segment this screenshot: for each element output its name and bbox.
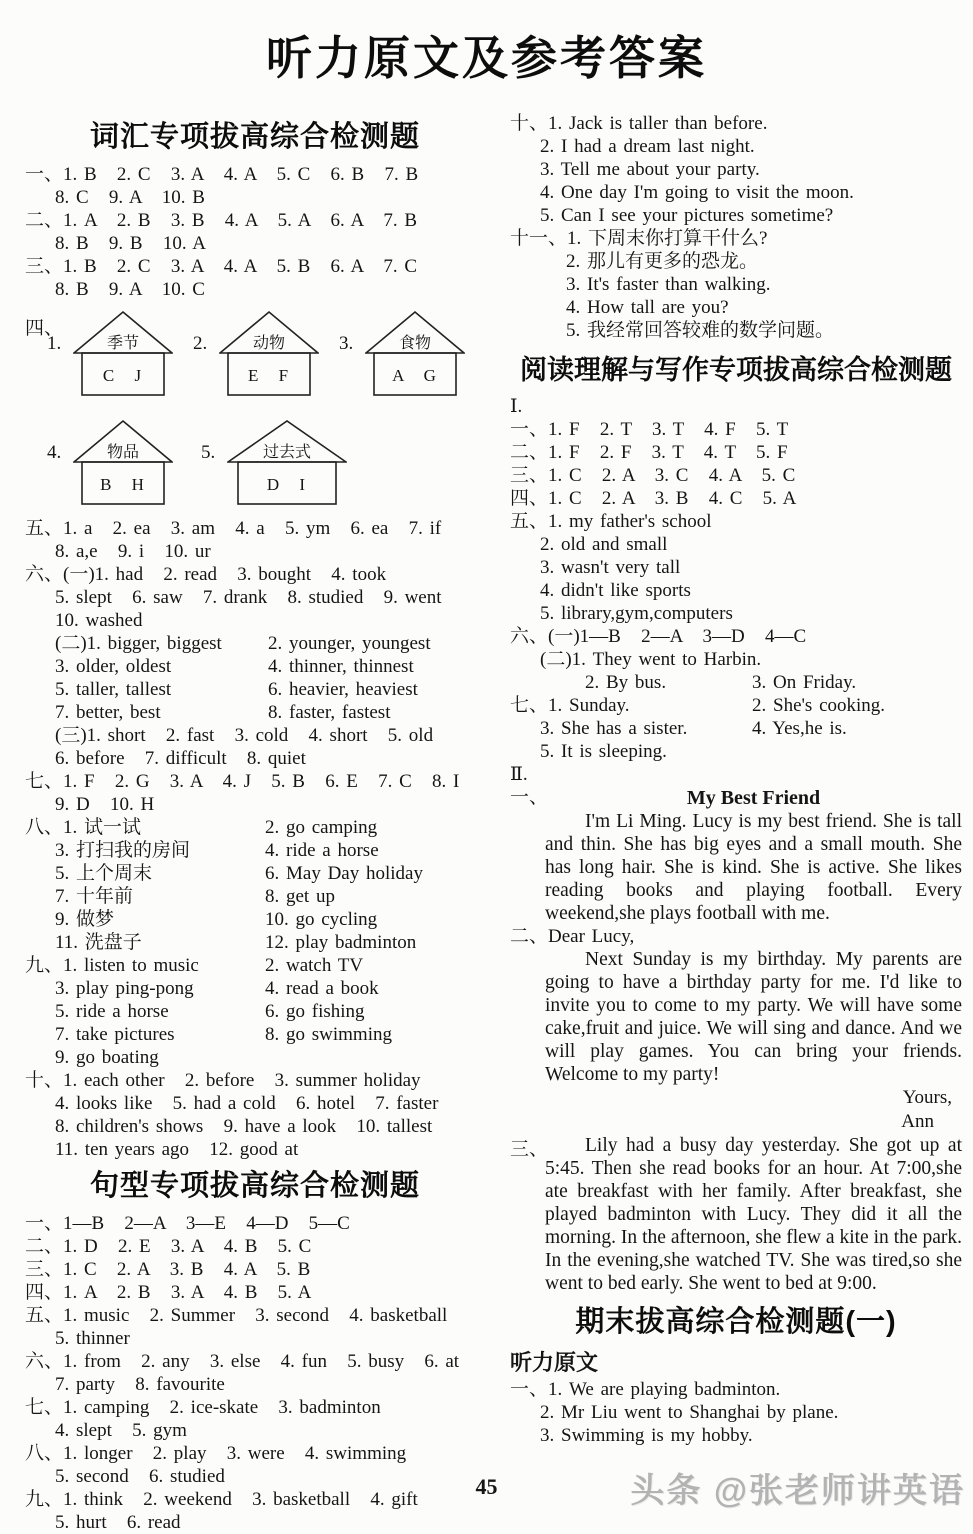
answer-line: 2. 那儿有更多的恐龙。 [566, 251, 759, 272]
answer-line: 2. I had a dream last night. [540, 136, 755, 157]
house-number: 2. [193, 333, 208, 354]
answer-line: 一、1. B 2. C 3. A 4. A 5. C 6. B 7. B [25, 164, 419, 185]
house [201, 418, 347, 511]
house-number: 4. [47, 442, 62, 463]
answer-pair: 3. play ping-pong 4. read a book [55, 978, 379, 999]
answer-line: 五、1. my father's school [510, 511, 712, 532]
answer-line: 二、1. F 2. F 3. T 4. T 5. F [510, 442, 788, 463]
answer-line: 4. slept 5. gym [55, 1420, 187, 1441]
house [47, 309, 173, 402]
listening-transcript-label: 听力原文 [510, 1350, 599, 1375]
answer-pair: 2. By bus. 3. On Friday. [585, 672, 857, 693]
house [47, 418, 173, 511]
essay-paragraph: I'm Li Ming. Lucy is my best friend. She is tall and thin. She has big eyes and a small mouth. She has long hair. She is kind. She is active. She likes reading books and playing football. Every weekend,she plays football with me. [545, 811, 962, 924]
answer-line: 4. One day I'm going to visit the moon. [540, 182, 854, 203]
answer-pair: 11. 洗盘子 12. play badminton [55, 932, 417, 953]
answer-pair: 5. 上个周末 6. May Day holiday [55, 863, 423, 884]
enum-label: 三、 [510, 1139, 549, 1160]
answer-line: 3. Tell me about your party. [540, 159, 760, 180]
essay-paragraph: Lily had a busy day yesterday. She got up at 5:45. Then she read books for an hour. At 7:00,she ate breakfast with her family. After breakfast, she played badminton with Lucy. They did it all the morning. In the afternoon, she flew a kite in the park. In the evening,she watched TV. She was tired,so she went to bed early. She went to bed at 9:00. [545, 1135, 962, 1294]
part-label: Ⅱ. [510, 764, 528, 785]
answer-line: 六、1. from 2. any 3. else 4. fun 5. busy 6. at [25, 1351, 460, 1372]
watermark: 头条 @张老师讲英语 [630, 1472, 965, 1510]
part-label: Ⅰ. [510, 396, 523, 417]
house-row [47, 309, 485, 402]
left-column [25, 112, 485, 1534]
answer-pair: 九、1. listen to music 2. watch TV [25, 955, 364, 976]
house-letters: B H [100, 475, 146, 494]
house-shape [227, 418, 347, 506]
answer-pair: 3. older, oldest 4. thinner, thinnest [55, 656, 414, 677]
house-shape [73, 418, 173, 506]
answer-pair: 3. She has a sister. 4. Yes,he is. [540, 718, 847, 739]
answer-line: 4. How tall are you? [566, 297, 729, 318]
answer-line: 四、1. C 2. A 3. B 4. C 5. A [510, 488, 797, 509]
enum-label: 二、 [510, 926, 549, 947]
answer-line: 一、1—B 2—A 3—E 4—D 5—C [25, 1213, 350, 1234]
answer-line: 八、1. longer 2. play 3. were 4. swimming [25, 1443, 407, 1464]
answer-line: 7. party 8. favourite [55, 1374, 225, 1395]
answer-line: 3. Swimming is my hobby. [540, 1425, 753, 1446]
house-number: 3. [339, 333, 354, 354]
answer-line: 5. 我经常回答较难的数学问题。 [566, 320, 835, 341]
house-shape [365, 309, 465, 397]
answer-pair: 八、1. 试一试 2. go camping [25, 817, 378, 838]
answer-line: 一、1. We are playing badminton. [510, 1379, 781, 1400]
section-heading-vocab: 词汇专项拔高综合检测题 [89, 121, 420, 153]
roof-label: 食物 [398, 335, 432, 352]
answer-line: 七、1. camping 2. ice-skate 3. badminton [25, 1397, 381, 1418]
answer-line: 5. hurt 6. read [55, 1512, 181, 1533]
answer-line: (二)1. They went to Harbin. [540, 649, 762, 670]
house-row [47, 418, 485, 511]
house-number: 5. [201, 442, 216, 463]
answer-line: (三)1. short 2. fast 3. cold 4. short 5. old [55, 725, 434, 746]
answer-line: 三、1. B 2. C 3. A 4. A 5. B 6. A 7. C [25, 256, 418, 277]
answer-line: 6. before 7. difficult 8. quiet [55, 748, 306, 769]
answer-line: 二、1. A 2. B 3. B 4. A 5. A 6. A 7. B [25, 210, 418, 231]
house-letters: D I [266, 475, 308, 494]
answer-line: 五、1. music 2. Summer 3. second 4. basketball [25, 1305, 448, 1326]
answer-line: 七、1. F 2. G 3. A 4. J 5. B 6. E 7. C 8. I [25, 771, 460, 792]
roof-label: 季节 [106, 335, 140, 352]
house [193, 309, 319, 402]
answer-line: 五、1. a 2. ea 3. am 4. a 5. ym 6. ea 7. if [25, 518, 442, 539]
matching-houses [25, 301, 485, 517]
answer-line: 5. second 6. studied [55, 1466, 225, 1487]
answer-line: 四、1. A 2. B 3. A 4. B 5. A [25, 1282, 312, 1303]
answer-line: 十、1. Jack is taller than before. [510, 113, 768, 134]
section-heading-sentence: 句型专项拔高综合检测题 [89, 1170, 420, 1202]
answer-line: 5. It is sleeping. [540, 741, 667, 762]
answer-pair: (二)1. bigger, biggest 2. younger, youngest [55, 633, 431, 654]
answer-pair: 7. better, best 8. faster, fastest [55, 702, 391, 723]
answer-line: 3. It's faster than walking. [566, 274, 771, 295]
answer-pair: 3. 打扫我的房间 4. ride a horse [55, 840, 379, 861]
house-letters: E F [247, 366, 291, 385]
answer-line: 8. B 9. B 10. A [55, 233, 207, 254]
answer-pair: 7. take pictures 8. go swimming [55, 1024, 392, 1045]
house-number: 1. [47, 333, 62, 354]
page-title: 听力原文及参考答案 [266, 33, 707, 84]
answer-pair: 5. ride a horse 6. go fishing [55, 1001, 365, 1022]
answer-line: 六、(一)1—B 2—A 3—D 4—C [510, 626, 807, 647]
answer-line: 九、1. think 2. weekend 3. basketball 4. gift [25, 1489, 418, 1510]
answer-line: 5. Can I see your pictures sometime? [540, 205, 834, 226]
house-shape [219, 309, 319, 397]
essay-title: My Best Friend [686, 787, 821, 809]
answer-line: 8. C 9. A 10. B [55, 187, 205, 208]
answer-line: 3. wasn't very tall [540, 557, 681, 578]
answer-line: 4. didn't like sports [540, 580, 691, 601]
answer-pair: 5. taller, tallest 6. heavier, heaviest [55, 679, 418, 700]
answer-line: 4. looks like 5. had a cold 6. hotel 7. faster [55, 1093, 439, 1114]
answer-line: 9. go boating [55, 1047, 159, 1068]
roof-label: 过去式 [262, 444, 312, 461]
essay-block [510, 1134, 962, 1295]
answer-pair: 七、1. Sunday. 2. She's cooking. [510, 695, 886, 716]
house-letters: C J [102, 366, 144, 385]
answer-line: 三、1. C 2. A 3. C 4. A 5. C [510, 465, 796, 486]
answer-line: 9. D 10. H [55, 794, 155, 815]
answer-line: 二、1. D 2. E 3. A 4. B 5. C [25, 1236, 312, 1257]
answer-line: 10. washed [55, 610, 143, 631]
section-heading-final: 期末拔高综合检测题(一) [575, 1306, 897, 1338]
letter-paragraph: Next Sunday is my birthday. My parents are going to have a birthday party for me. I'd like to invite you to come to my party. We will have some cake,fruit and juice. We will sing and dance. And we will play games. You can bring your friends. Welcome to my party! [545, 949, 962, 1085]
letter-signature: Ann [901, 1111, 934, 1132]
essay-heading [510, 786, 962, 810]
answer-line: 十一、1. 下周末你打算干什么? [510, 228, 768, 249]
salutation: Dear Lucy, [548, 926, 635, 947]
page-columns [25, 112, 965, 1534]
answer-line: 11. ten years ago 12. good at [55, 1139, 299, 1160]
house-letters: A G [392, 366, 438, 385]
letter-closing: Yours, [902, 1087, 952, 1108]
roof-label: 物品 [106, 444, 140, 461]
section-heading-reading: 阅读理解与写作专项拔高综合检测题 [520, 355, 952, 385]
letter-salutation-line [510, 925, 962, 948]
answer-line: 2. old and small [540, 534, 668, 555]
enum-label: 一、 [510, 787, 549, 808]
answer-line: 8. B 9. A 10. C [55, 279, 205, 300]
answer-line: 六、(一)1. had 2. read 3. bought 4. took [25, 564, 387, 585]
answer-line: 8. a,e 9. i 10. ur [55, 541, 211, 562]
answer-line: 8. children's shows 9. have a look 10. tallest [55, 1116, 433, 1137]
answer-line: 5. thinner [55, 1328, 130, 1349]
right-column [510, 112, 962, 1534]
house-shape [73, 309, 173, 397]
answer-pair: 7. 十年前 8. get up [55, 886, 335, 907]
answer-line: 一、1. F 2. T 3. T 4. F 5. T [510, 419, 789, 440]
answer-pair: 9. 做梦 10. go cycling [55, 909, 378, 930]
roof-label: 动物 [252, 335, 286, 352]
answer-line: 5. library,gym,computers [540, 603, 733, 624]
page-number: 45 [475, 1474, 498, 1499]
answer-line: 5. slept 6. saw 7. drank 8. studied 9. went [55, 587, 442, 608]
house [339, 309, 465, 402]
answer-line: 2. Mr Liu went to Shanghai by plane. [540, 1402, 839, 1423]
enum-label: 四、 [25, 318, 64, 339]
answer-line: 三、1. C 2. A 3. B 4. A 5. B [25, 1259, 311, 1280]
answer-line: 十、1. each other 2. before 3. summer holiday [25, 1070, 421, 1091]
